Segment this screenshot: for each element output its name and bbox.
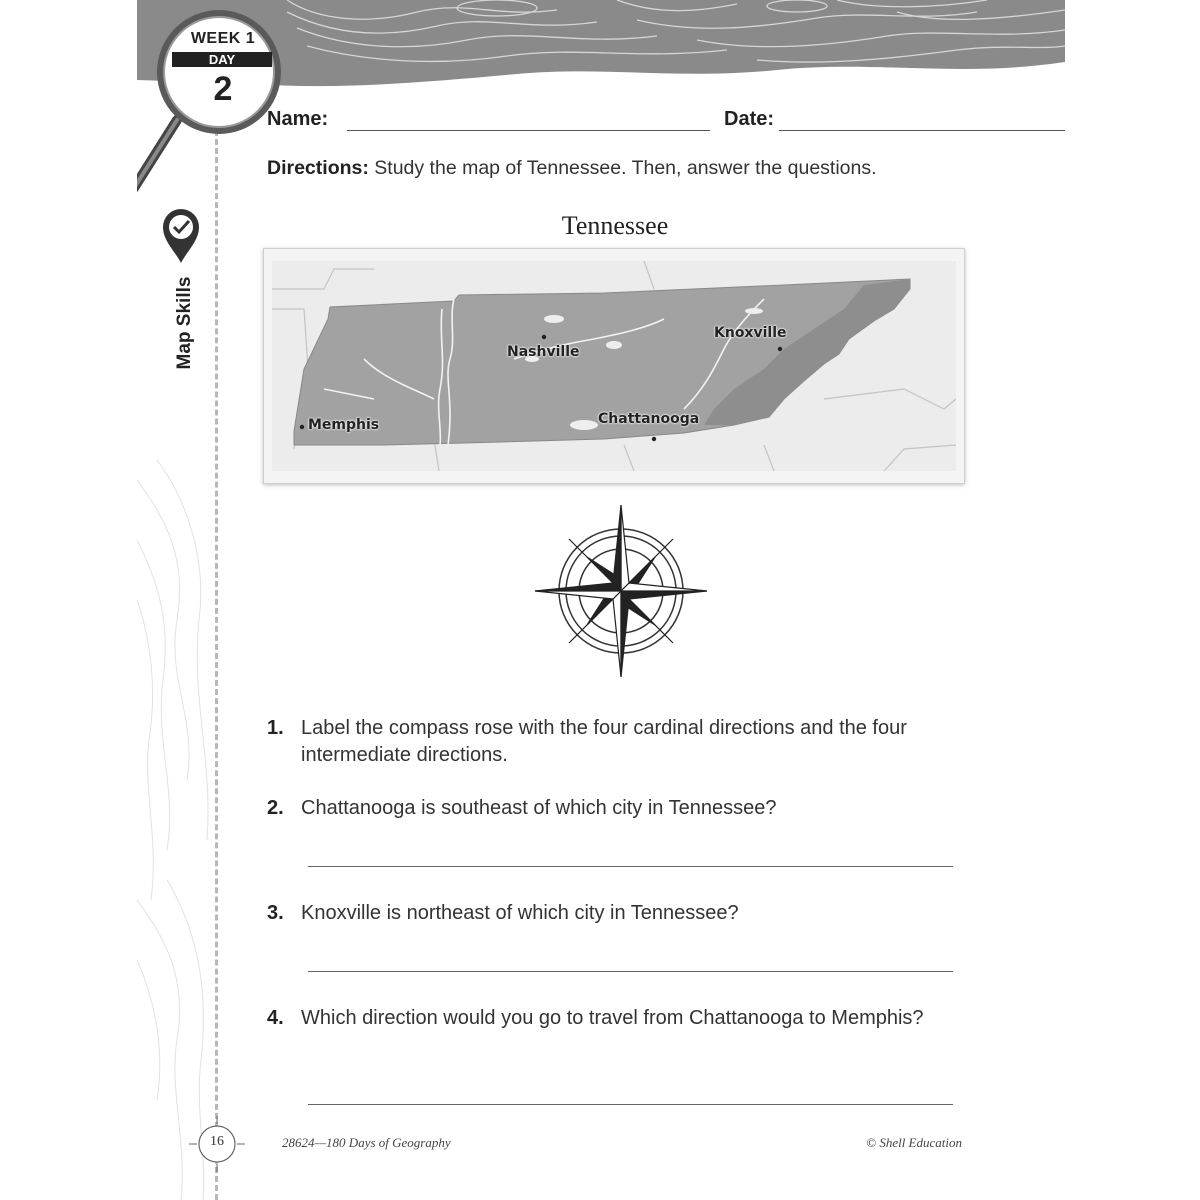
tennessee-map: [263, 248, 965, 484]
section-label: Map Skills: [174, 276, 195, 370]
answer-line-2[interactable]: [308, 866, 953, 867]
question-number: 4.: [267, 1007, 284, 1029]
answer-line-3[interactable]: [308, 971, 953, 972]
day-label: DAY: [172, 52, 272, 67]
question-number: 3.: [267, 902, 284, 924]
directions: [267, 157, 1065, 180]
city-label-knoxville: Knoxville: [714, 325, 787, 341]
map-title: Tennessee: [561, 211, 669, 240]
compass-rose-icon: [535, 505, 707, 677]
question-number: 1.: [267, 717, 284, 739]
worksheet-page: [137, 0, 1065, 1200]
question-number: 2.: [267, 797, 284, 819]
date-field[interactable]: [779, 130, 1065, 131]
name-field[interactable]: [347, 130, 710, 131]
city-label-chattanooga: Chattanooga: [598, 411, 700, 427]
day-number: 2: [213, 70, 233, 108]
name-label: Name:: [267, 108, 329, 130]
question-text: Chattanooga is southeast of which city in Tennessee?: [301, 797, 777, 819]
directions-label: Directions:: [267, 157, 369, 179]
tennessee-map-graphic: [264, 249, 964, 483]
page-number: 16: [210, 1134, 224, 1149]
week-label: WEEK 1: [190, 30, 256, 47]
copyright: © Shell Education: [866, 1135, 962, 1150]
name-date-row: [267, 108, 1065, 138]
date-label: Date:: [724, 108, 775, 130]
map-pin-check-icon: [159, 205, 203, 265]
city-label-memphis: Memphis: [308, 417, 380, 433]
answer-line-4[interactable]: [308, 1104, 953, 1105]
question-text: Knoxville is northeast of which city in Tennessee?: [301, 902, 739, 924]
question-text: Label the compass rose with the four cardinal directions and the four intermediate directions.: [301, 717, 907, 766]
question-text: Which direction would you go to travel from Chattanooga to Memphis?: [301, 1007, 924, 1029]
book-title: 28624—180 Days of Geography: [282, 1135, 451, 1150]
sidebar-divider: [215, 130, 218, 1200]
city-label-nashville: Nashville: [507, 344, 580, 360]
directions-text: Study the map of Tennessee. Then, answer the questions.: [368, 157, 877, 179]
